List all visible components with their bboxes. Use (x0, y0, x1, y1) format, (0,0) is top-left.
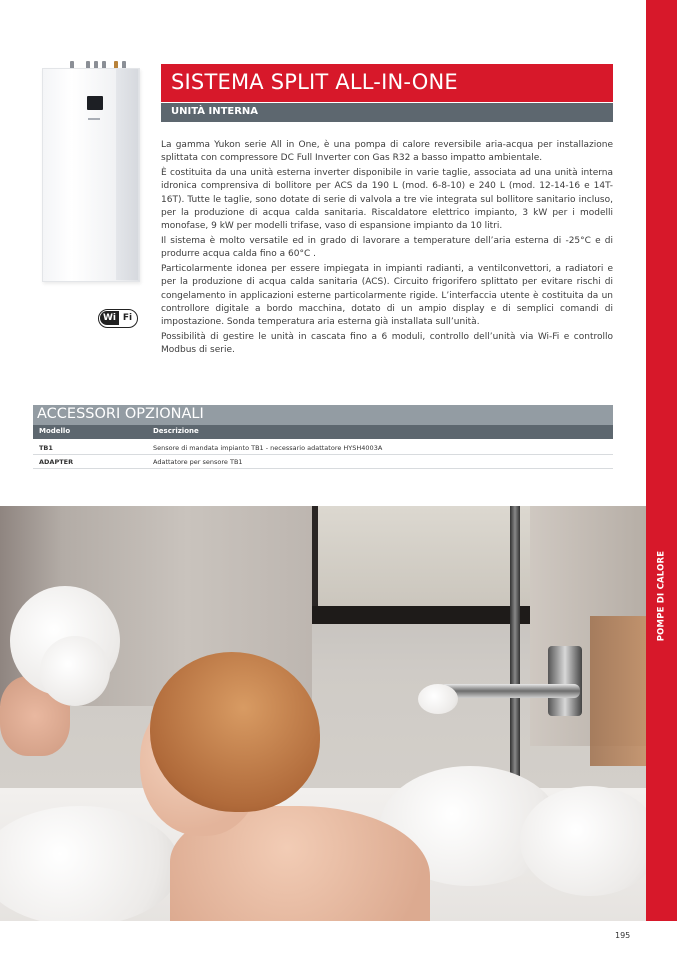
table-header (33, 425, 613, 439)
unit-display (87, 96, 103, 110)
table-row (33, 455, 613, 469)
child-hair (150, 652, 320, 812)
accessories-title: ACCESSORI OPZIONALI (37, 406, 204, 422)
page-number: 195 (615, 931, 631, 940)
column-header-model: Modello (39, 427, 71, 435)
title-bar (161, 64, 613, 102)
column-header-description: Descrizione (153, 427, 199, 435)
paragraph: È costituita da una unità esterna inverter disponibile in varie taglie, associata ad una unità interna idronica comprensiva di bollitore per ACS da 190 L (mod. 6-8-10) e 240 L (mod. 12-14-16 e 14T-16T). Tutte le taglie, sono dotate di serie di valvola a tre vie integrata sul bollitore sanitario incluso, per la produzione di acqua calda sanitaria. Riscaldatore elettrico impianto, 3 kW per i modelli monofase, 9 kW per modelli trifase, vaso di espansione impianto da 10 litri. (161, 168, 613, 232)
row-code: ADAPTER (39, 458, 74, 466)
accessories-header (33, 405, 613, 425)
side-tab-label (646, 546, 677, 646)
row-code: TB1 (39, 444, 53, 452)
foam (418, 684, 458, 714)
side-tab-text: POMPE DI CALORE (656, 550, 667, 642)
description (161, 139, 613, 359)
indoor-unit-side (116, 69, 138, 280)
wifi-icon (98, 309, 138, 328)
bath-photo (0, 506, 646, 921)
photo-towel (590, 616, 646, 766)
page-subtitle: UNITÀ INTERNA (171, 106, 259, 117)
paragraph: Possibilità di gestire le unità in cascata fino a 6 moduli, controllo dell’unità via Wi-Fi e controllo Modbus di serie. (161, 332, 613, 356)
shower-pipe (510, 506, 520, 806)
paragraph: Il sistema è molto versatile ed in grado di lavorare a temperature dell’aria esterna di -25°C e di produrre acqua calda fino a 60°C . (161, 236, 613, 260)
side-tab (646, 0, 677, 921)
faucet-valve (548, 646, 582, 716)
paragraph: Particolarmente idonea per essere impiegata in impianti radianti, a ventilconvettori, a radiatori e per la produzione di acqua calda sanitaria (ACS). Circuito frigorifero splittato per evitare rischi di congelamento in applicazioni esterne particolarmente rigide. L’interfaccia utente è costituita da un controllore digitale a bordo macchina, dotato di un ampio display e di semplici comandi di impostazione. Sonda temperatura aria esterna già installata sull’unità. (161, 264, 613, 328)
table-row (33, 441, 613, 455)
unit-logo (88, 118, 100, 120)
row-description: Adattatore per sensore TB1 (153, 458, 243, 466)
foam-hand (40, 636, 110, 706)
page-title: SISTEMA SPLIT ALL-IN-ONE (171, 70, 458, 94)
subtitle-bar (161, 103, 613, 122)
row-description: Sensore di mandata impianto TB1 - necessario adattatore HYSH4003A (153, 444, 383, 452)
faucet (440, 684, 580, 698)
wifi-badge-left: Wi (100, 311, 119, 325)
wifi-badge-right: Fi (122, 313, 133, 323)
product-image (38, 60, 142, 286)
paragraph: La gamma Yukon serie All in One, è una pompa di calore reversibile aria-acqua per installazione splittata con compressore DC Full Inverter con Gas R32 a basso impatto ambientale. (161, 140, 613, 164)
